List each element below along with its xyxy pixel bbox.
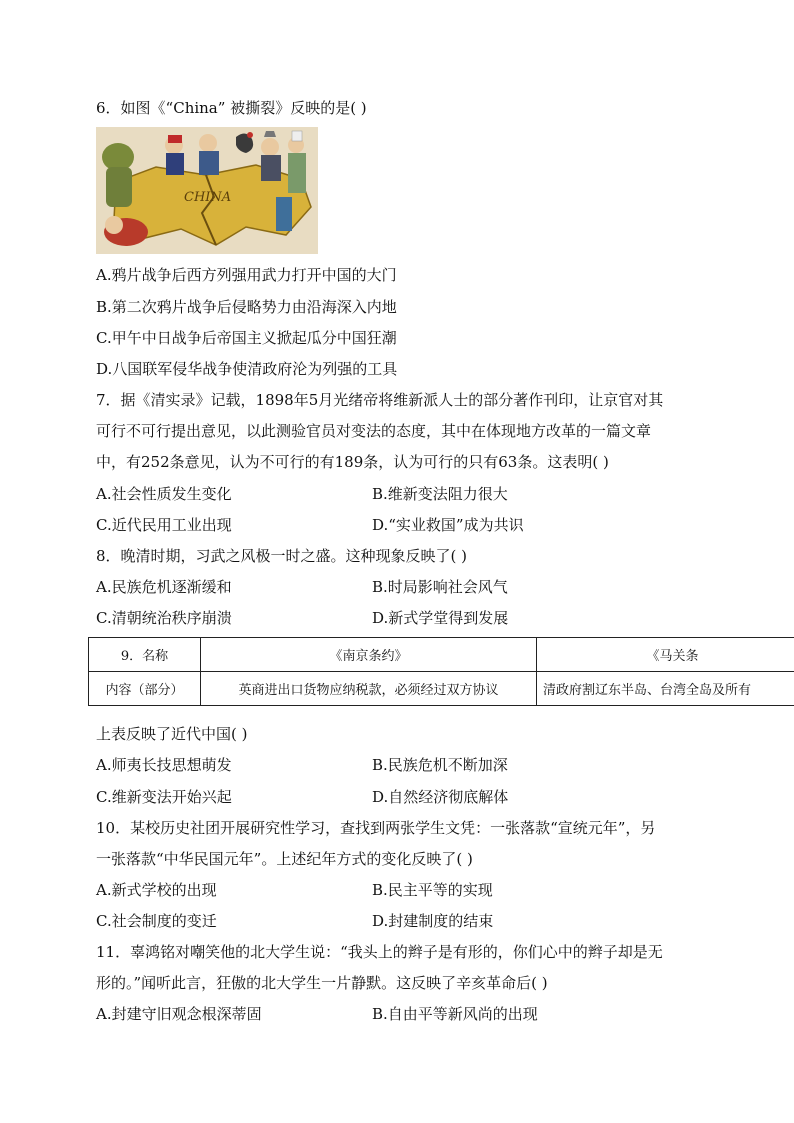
q6-option-c: C.甲午中日战争后帝国主义掀起瓜分中国狂潮: [96, 329, 397, 347]
q11-stem-line-1: 11．辜鸿铭对嘲笑他的北大学生说：“我头上的辫子是有形的，你们心中的辫子却是无: [96, 943, 663, 961]
table-header-shimonoseki-treaty: 《马关条: [537, 638, 794, 672]
q6-option-a: A.鸦片战争后西方列强用武力打开中国的大门: [96, 266, 397, 284]
q7-stem-line-2: 可行不可行提出意见，以此测验官员对变法的态度，其中在体现地方改革的一篇文章: [96, 422, 652, 440]
q9-option-b: B.民族危机不断加深: [372, 756, 508, 774]
q10-stem-line-2: 一张落款“中华民国元年”。上述纪年方式的变化反映了( ): [96, 850, 473, 868]
q8-option-b: B.时局影响社会风气: [372, 578, 508, 596]
table-row: [89, 672, 794, 706]
q7-option-c: C.近代民用工业出现: [96, 516, 232, 534]
table-header-name: 9．名称: [89, 638, 201, 672]
q11-stem-line-2: 形的。”闻听此言，狂傲的北大学生一片静默。这反映了辛亥革命后( ): [96, 974, 548, 992]
q8-stem: 8．晚清时期，习武之风极一时之盛。这种现象反映了( ): [96, 547, 468, 565]
q8-option-d: D.新式学堂得到发展: [372, 609, 509, 627]
q9-option-a: A.师夷长技思想萌发: [96, 756, 232, 774]
q7-option-d: D.“实业救国”成为共识: [372, 516, 524, 534]
table-cell-nanjing-content: 英商进出口货物应纳税款，必须经过双方协议: [201, 672, 537, 706]
q9-option-d: D.自然经济彻底解体: [372, 788, 509, 806]
q7-stem-line-1: 7．据《清实录》记载，1898年5月光绪帝将维新派人士的部分著作刊印，让京官对其: [96, 391, 664, 409]
torn-china-cartoon-image: [96, 127, 318, 254]
table-header-row: [89, 638, 794, 672]
q7-option-a: A.社会性质发生变化: [96, 485, 232, 503]
q7-stem-line-3: 中，有252条意见，认为不可行的有189条，认为可行的只有63条。这表明( ): [96, 453, 609, 471]
q10-option-c: C.社会制度的变迁: [96, 912, 217, 930]
q11-option-b: B.自由平等新风尚的出现: [372, 1005, 538, 1023]
q6-option-b: B.第二次鸦片战争后侵略势力由沿海深入内地: [96, 298, 397, 316]
table-cell-shimonoseki-content: 清政府割辽东半岛、台湾全岛及所有: [537, 672, 794, 706]
q10-option-b: B.民主平等的实现: [372, 881, 493, 899]
q11-option-a: A.封建守旧观念根深蒂固: [96, 1005, 262, 1023]
q9-treaty-table: [88, 637, 794, 706]
q10-option-a: A.新式学校的出现: [96, 881, 217, 899]
q6-option-d: D.八国联军侵华战争使清政府沦为列强的工具: [96, 360, 398, 378]
q10-option-d: D.封建制度的结束: [372, 912, 494, 930]
table-cell-content-label: 内容（部分）: [89, 672, 201, 706]
q9-stem: 上表反映了近代中国( ): [96, 725, 248, 743]
table-header-nanjing-treaty: 《南京条约》: [201, 638, 537, 672]
cartoon-illustration: [96, 127, 318, 254]
q8-option-a: A.民族危机逐渐缓和: [96, 578, 232, 596]
q9-option-c: C.维新变法开始兴起: [96, 788, 232, 806]
q10-stem-line-1: 10．某校历史社团开展研究性学习，查找到两张学生文凭：一张落款“宣统元年”，另: [96, 819, 656, 837]
q6-stem: 6．如图《“China” 被撕裂》反映的是( ): [96, 99, 367, 117]
q8-option-c: C.清朝统治秩序崩溃: [96, 609, 232, 627]
q7-option-b: B.维新变法阻力很大: [372, 485, 508, 503]
cartoon-china-text: CHINA: [184, 190, 232, 205]
